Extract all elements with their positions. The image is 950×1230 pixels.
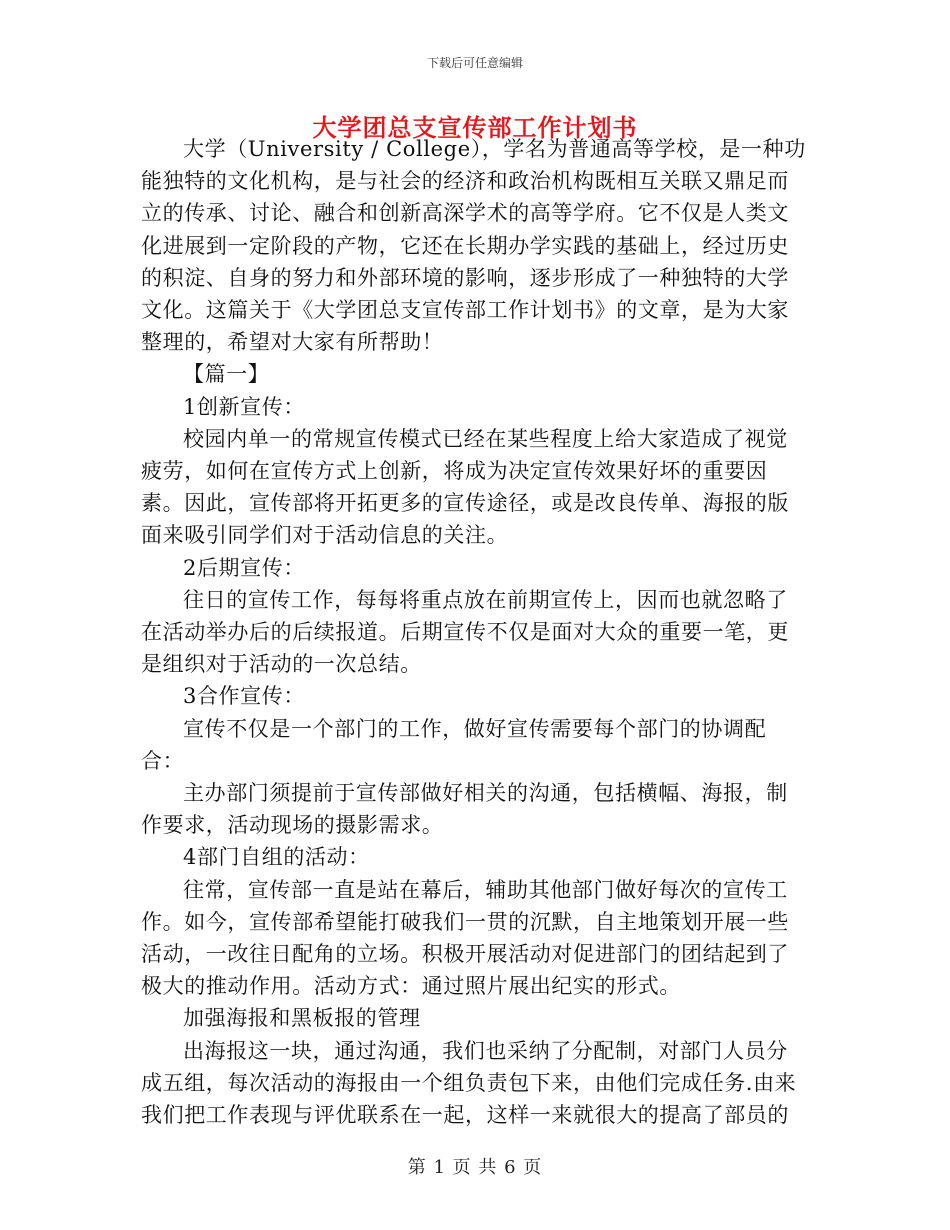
paragraph-intro: 大学（University / College），学名为普通高等学校，是一种功能独特的文化机构，是与社会的经济和政治机构既相互关联又鼎足而立的传承、讨论、融合和创新高深学术的高等学府。它不仅是人类文化进展到一定阶段的产物，它还在长期办学实践的基础上，经过历史的积淀、自身的努力和外部环境的影响，逐步形成了一种独特的大学文化。这篇关于《大学团总支宣传部工作计划书》的文章，是为大家整理的，希望对大家有所帮助！ bbox=[141, 137, 806, 355]
item-heading-cooperation: 3合作宣传： bbox=[183, 684, 305, 709]
item-heading-poster-management: 加强海报和黑板报的管理 bbox=[183, 1006, 421, 1031]
paragraph-cooperation: 宣传不仅是一个部门的工作，做好宣传需要每个部门的协调配合： bbox=[141, 716, 767, 773]
paragraph-post-publicity: 往日的宣传工作，每每将重点放在前期宣传上，因而也就忽略了在活动举办后的后续报道。后期宣传不仅是面对大众的重要一笔，更是组织对于活动的一次总结。 bbox=[141, 587, 789, 677]
paragraph-self-activities: 往常，宣传部一直是站在幕后，辅助其他部门做好每次的宣传工作。如今，宣传部希望能打破我们一贯的沉默，自主地策划开展一些活动，一改往日配角的立场。积极开展活动对促进部门的团结起到了极大的推动作用。活动方式：通过照片展出纪实的形式。 bbox=[141, 877, 789, 999]
paragraph-innovation: 校园内单一的常规宣传模式已经在某些程度上给大家造成了视觉疲劳，如何在宣传方式上创新，将成为决定宣传效果好坏的重要因素。因此，宣传部将开拓更多的宣传途径，或是改良传单、海报的版面来吸引同学们对于活动信息的关注。 bbox=[141, 426, 789, 548]
document-title: 大学团总支宣传部工作计划书 bbox=[312, 113, 638, 142]
item-heading-self-activities: 4部门自组的活动： bbox=[183, 845, 370, 870]
current-page-number: 1 bbox=[433, 1157, 446, 1178]
item-heading-innovation: 1创新宣传： bbox=[183, 394, 305, 419]
footer-mid: 页 共 bbox=[452, 1157, 498, 1178]
page-header-note: 下载后可任意编辑 bbox=[426, 56, 523, 70]
page-footer bbox=[0, 1153, 950, 1179]
document-body bbox=[141, 133, 806, 1131]
total-pages-number: 6 bbox=[504, 1157, 517, 1178]
footer-suffix: 页 bbox=[523, 1157, 543, 1178]
footer-prefix: 第 bbox=[407, 1157, 427, 1178]
paragraph-poster-management: 出海报这一块，通过沟通，我们也采纳了分配制，对部门人员分成五组，每次活动的海报由一个组负责包下来，由他们完成任务.由来我们把工作表现与评优联系在一起，这样一来就很大的提高了部员的 bbox=[141, 1038, 797, 1128]
item-heading-post-publicity: 2后期宣传： bbox=[183, 555, 305, 580]
paragraph-cooperation-detail: 主办部门须提前于宣传部做好相关的沟通，包括横幅、海报，制作要求，活动现场的摄影需求。 bbox=[141, 781, 788, 838]
section-heading-part-one: 【篇一】 bbox=[183, 362, 270, 387]
